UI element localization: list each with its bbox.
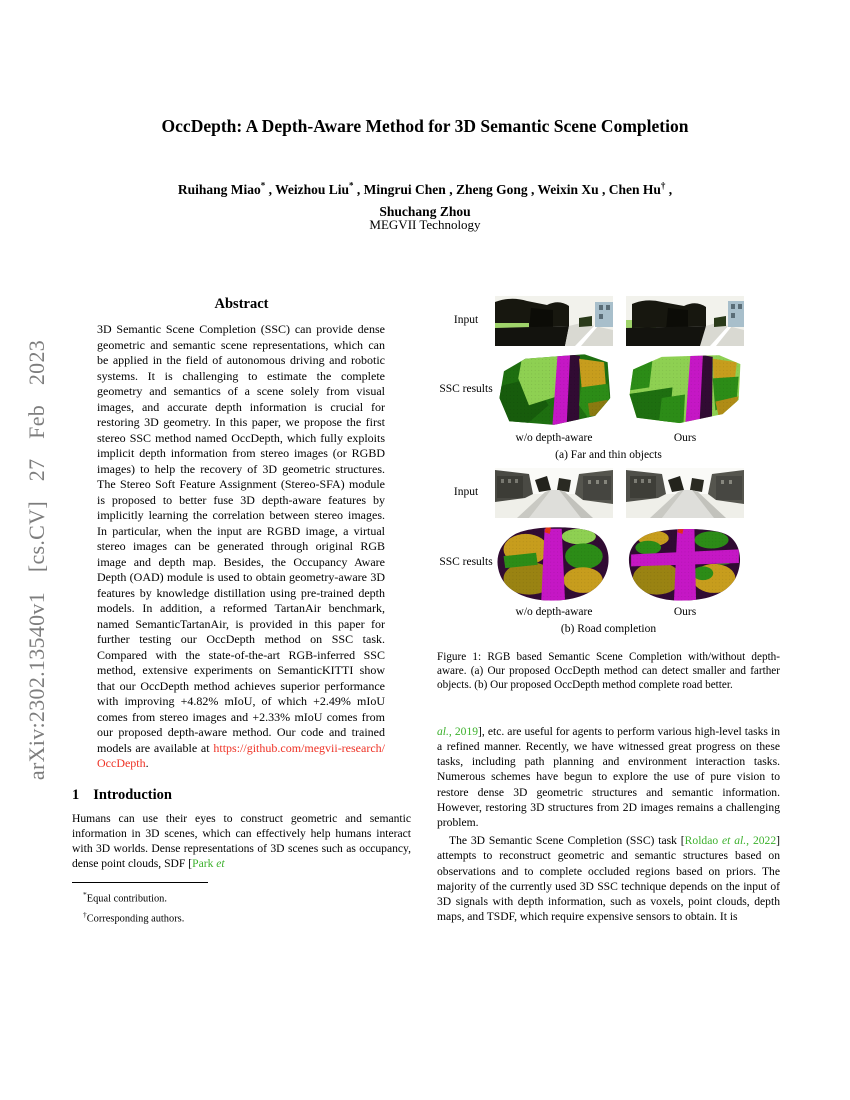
figure1a-column-labels (495, 432, 780, 444)
section-heading-introduction: 1 Introduction (72, 786, 172, 803)
abstract-heading: Abstract (214, 296, 269, 312)
footnotes (72, 882, 411, 926)
footnote-equal-contribution: *Equal contribution. (83, 890, 167, 905)
citation-link[interactable]: Park et (192, 857, 225, 871)
author: Chen Hu† , (608, 180, 673, 197)
label-ours-a: Ours (673, 432, 697, 444)
body-paragraph-1: al., 2019], etc. are useful for agents to perform various high-level tasks in a refined manner. Recently, we have witnessed great progress on these tasks, including path planning and environment interaction tasks. Numerous schemes have begun to explore the use of pure vision to restore dense 3D geometric structures and semantic information. However, restoring 3D structures from 2D images remains a challenging problem. (437, 724, 780, 829)
label-wo-depth-aware-b: w/o depth-aware (515, 606, 593, 618)
input-photo-b-right (626, 468, 744, 518)
author: Weizhou Liu* , (275, 180, 364, 197)
abstract-text: 3D Semantic Scene Completion (SSC) can provide dense geometric and semantic scene representations, which can be applied in the field of autonomous driving and robotic systems. It is challenging to estimate the complete geometry and semantics of a scene solely from visual images, and accurate depth information is crucial for restoring 3D geometry. In this paper, we propose the first stereo SSC method named OccDepth, which fully exploits implicit depth information from stereo images (or RGBD images) to help the recovery of 3D geometric structures. The Stereo Soft Feature Assignment (Stereo-SFA) module is proposed to better fuse 3D depth-aware features by implicitly learning the correlation between stereo images. In particular, when the input are RGBD image, a virtual stereo images can be generated through original RGB image and depth map. Besides, the Occupancy Aware Depth (OAD) module is used to obtain geometry-aware 3D features by knowledge distillation using pre-trained depth models. In addition, a reformed TartanAir benchmark, named SemanticTartanAir, is provided in this paper for further testing our OccDepth method on SSC task. Compared with the state-of-the-art RGB-inferred SSC method, extensive experiments on SemanticKITTI show that our OccDepth method achieves superior performance with improving +4.82% mIoU, of which +2.49% mIoU comes from stereo images and +2.33% mIoU comes from our proposed depth-aware method. Our code and trained models are available at https://github.com/megvii-research/OccDepth. (97, 322, 385, 770)
citation-link[interactable]: al., 2019 (437, 724, 479, 738)
figure1a-input-row (437, 296, 780, 346)
left-column (72, 296, 411, 926)
row-label-ssc-a: SSC results (439, 383, 493, 396)
author: Shuchang Zhou (379, 204, 471, 219)
author: Zheng Gong , (455, 181, 538, 197)
row-label-ssc-b: SSC results (439, 556, 493, 569)
intro-paragraph: Humans can use their eyes to construct geometric and semantic information in 3D scenes, which can effectively help humans interact with 3D worlds. Dense representations of 3D scenes such as occupancy, dense point clouds, SDF [Park et (72, 811, 411, 871)
affiliation: MEGVII Technology (369, 217, 481, 232)
label-wo-depth-aware-a: w/o depth-aware (515, 432, 593, 444)
footnote-corresponding-authors: †Corresponding authors. (83, 909, 185, 925)
ssc-result-b-wo-depth (495, 522, 613, 604)
code-repository-link[interactable]: https://github.com/megvii-research/OccDepth (97, 740, 385, 770)
input-photo-a-right (626, 296, 744, 346)
footnote-rule (72, 882, 208, 883)
arxiv-watermark: arXiv:2302.13540v1 [cs.CV] 27 Feb 2023 (24, 339, 49, 781)
row-label-input-b: Input (453, 486, 479, 499)
author: Mingrui Chen , (363, 181, 456, 197)
figure1-caption: Figure 1: RGB based Semantic Scene Completion with/without depth-aware. (a) Our proposed OccDepth method can detect smaller and farther objects. (b) Our proposed OccDepth method complete road better. (437, 651, 780, 691)
figure1b-column-labels (495, 606, 780, 618)
ssc-result-a-ours (626, 350, 744, 430)
paper-title: OccDepth: A Depth-Aware Method for 3D Semantic Scene Completion (161, 116, 689, 136)
body-paragraph-2: The 3D Semantic Scene Completion (SSC) task [Roldao et al., 2022] attempts to reconstruct geometric and semantic structures based on observations and to complete occluded regions based on priors. The majority of the currently used 3D SSC technique depends on the input of 3D signals with depth information, such as voxels, point clouds, depth maps, and TSDF, which require expensive sensors to obtain. It is (437, 834, 780, 924)
right-column (437, 293, 780, 924)
ssc-result-b-ours (626, 522, 744, 604)
row-label-input-a: Input (453, 314, 479, 327)
author: Weixin Xu , (537, 181, 609, 197)
author: Ruihang Miao* , (177, 180, 276, 197)
citation-link[interactable]: Roldao et al., 2022 (684, 834, 777, 848)
figure1a-ssc-row (437, 350, 780, 430)
subcaption-b: (b) Road completion (560, 623, 657, 635)
label-ours-b: Ours (673, 606, 697, 618)
ssc-result-a-wo-depth (495, 350, 613, 430)
figure1b-input-row (437, 468, 780, 518)
input-photo-b-left (495, 468, 613, 518)
figure1b-ssc-row (437, 522, 780, 604)
author-list (155, 176, 695, 221)
subcaption-a: (a) Far and thin objects (555, 449, 662, 461)
input-photo-a-left (495, 296, 613, 346)
